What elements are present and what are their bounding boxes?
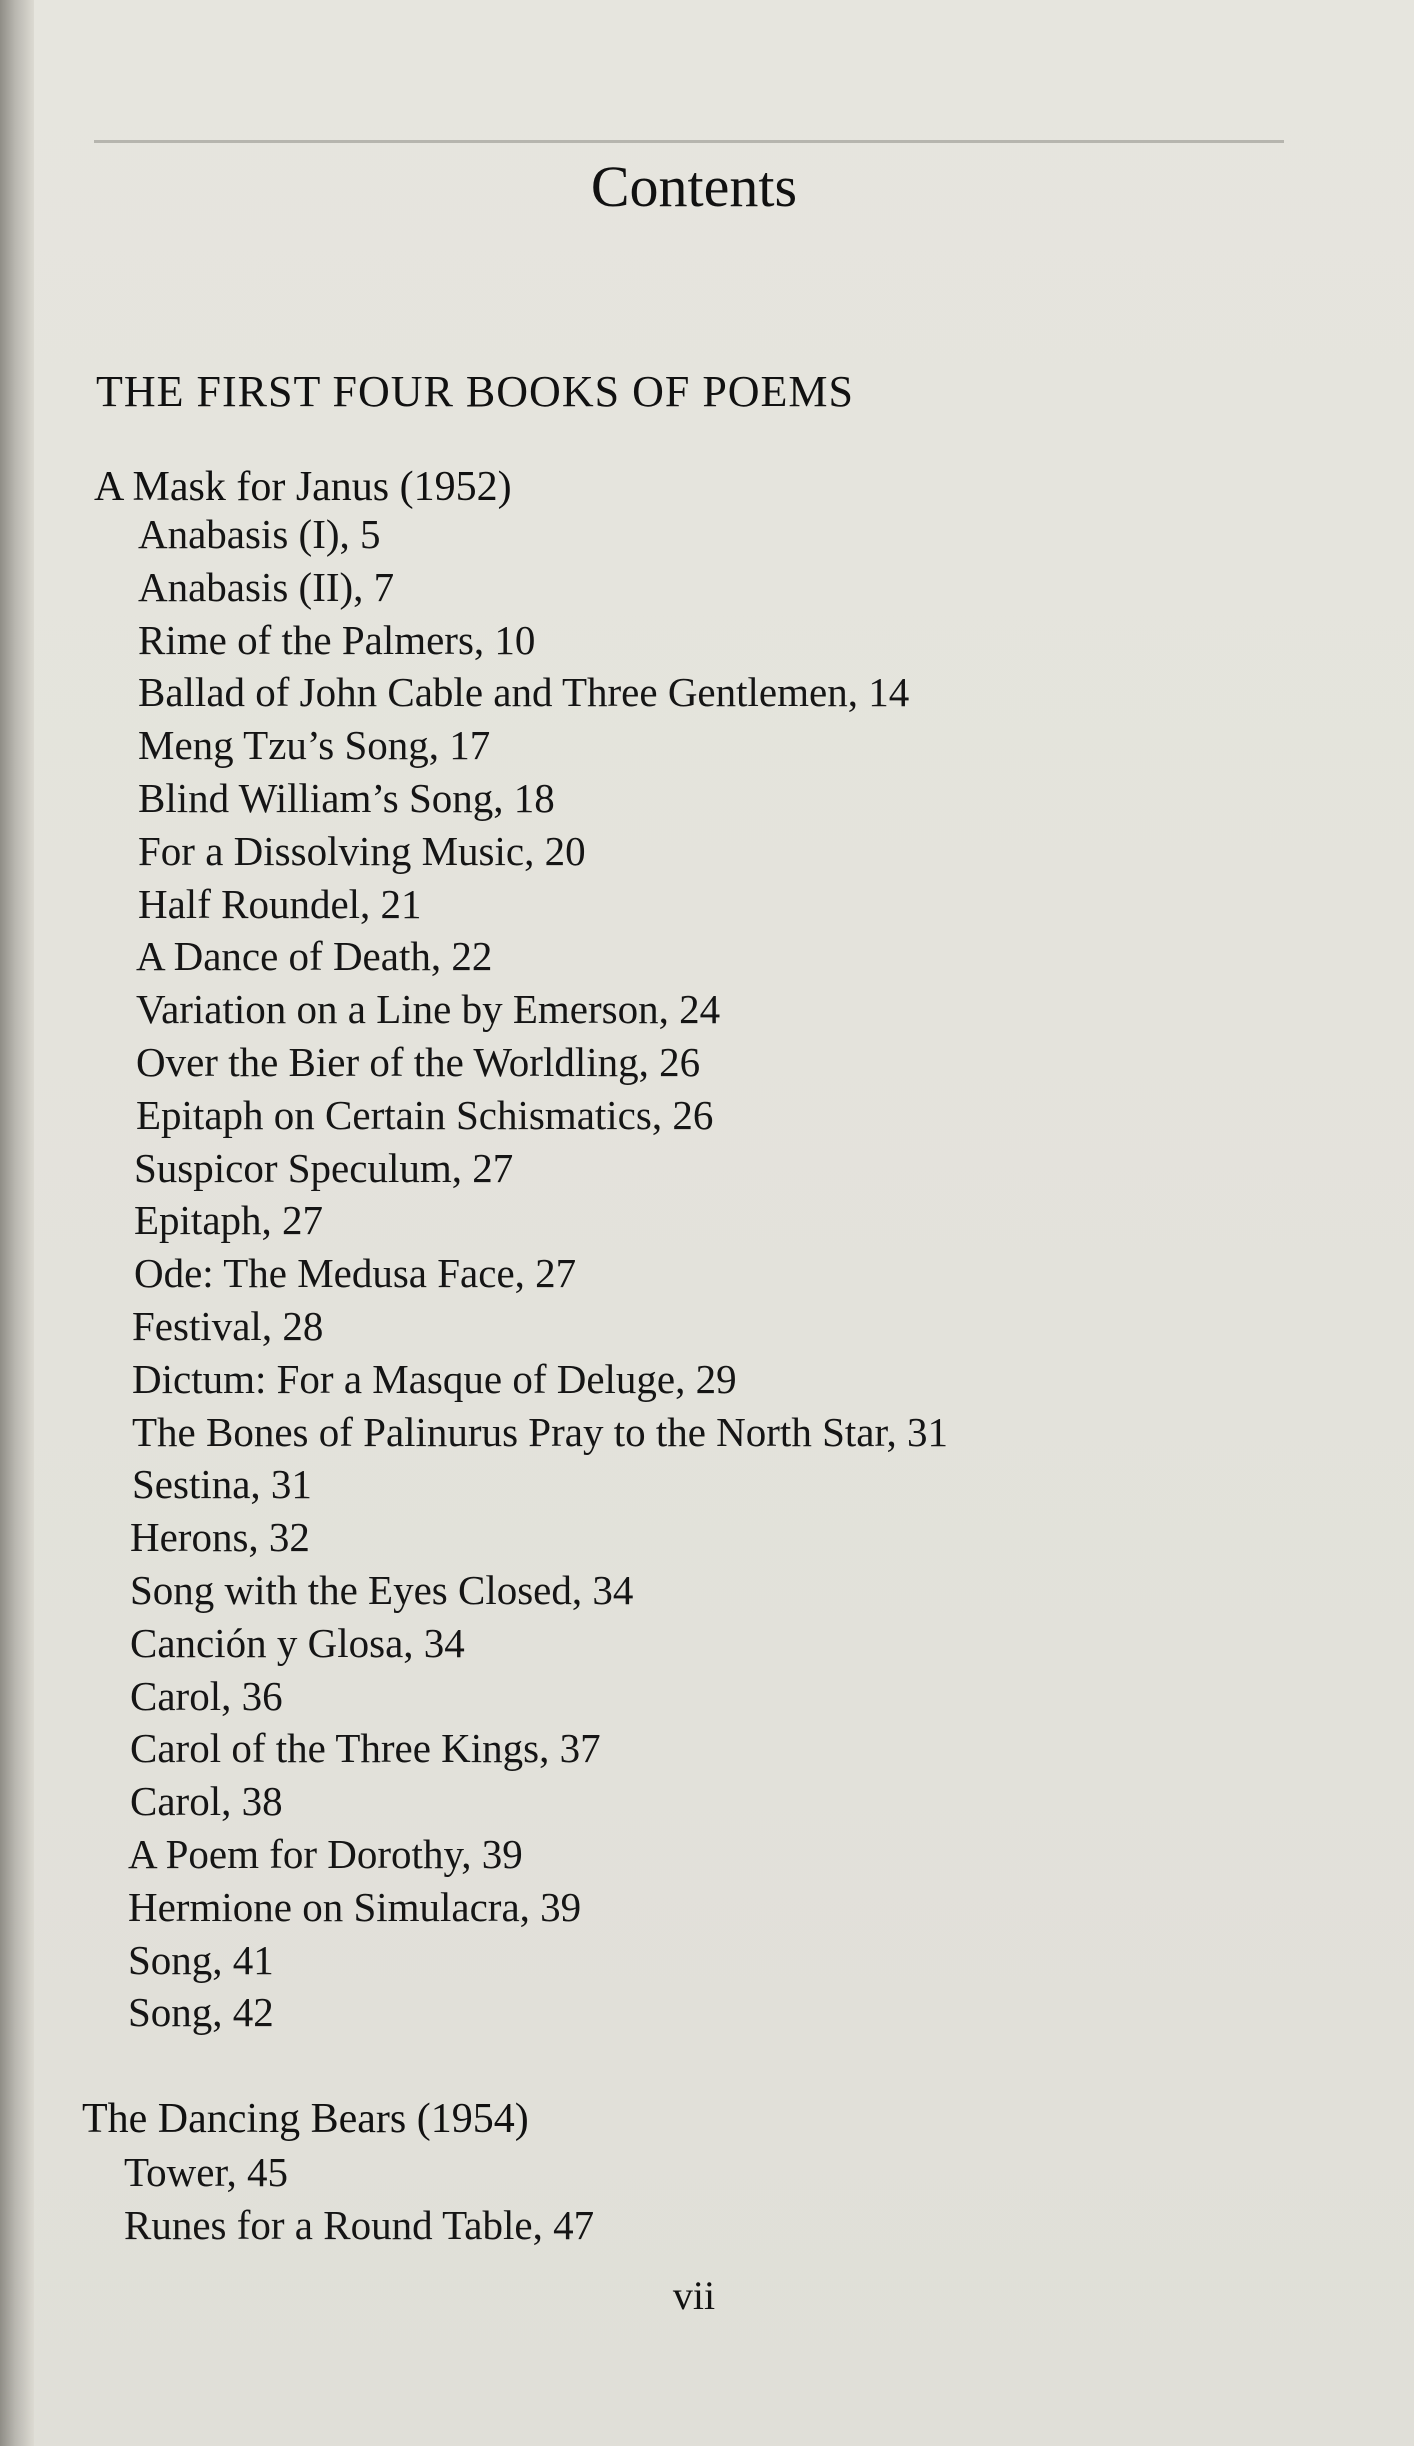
list-item: Hermione on Simulacra, 39 — [128, 1884, 582, 1930]
list-item: Ballad of John Cable and Three Gentlemen, 14 — [138, 669, 910, 715]
list-item: Festival, 28 — [132, 1303, 324, 1349]
list-item: Epitaph on Certain Schismatics, 26 — [136, 1092, 714, 1138]
list-item: Half Roundel, 21 — [138, 881, 422, 927]
list-item: Herons, 32 — [130, 1514, 310, 1560]
section-heading-dancing-bears: The Dancing Bears (1954) — [82, 2096, 529, 2142]
list-item: The Bones of Palinurus Pray to the North Star, 31 — [132, 1409, 948, 1455]
list-item: For a Dissolving Music, 20 — [138, 828, 586, 874]
list-item: Variation on a Line by Emerson, 24 — [136, 986, 721, 1032]
page-title: Contents — [590, 154, 798, 219]
list-item: A Dance of Death, 22 — [136, 933, 493, 979]
list-item: Song, 42 — [128, 1989, 274, 2035]
list-item: Song, 41 — [128, 1937, 274, 1983]
header-rule — [94, 140, 1284, 143]
list-item: Canción y Glosa, 34 — [130, 1620, 465, 1666]
list-item: Over the Bier of the Worldling, 26 — [136, 1039, 701, 1085]
list-item: Ode: The Medusa Face, 27 — [134, 1250, 577, 1296]
list-item: Carol of the Three Kings, 37 — [130, 1725, 601, 1771]
list-item: Sestina, 31 — [132, 1461, 312, 1507]
binding-gutter-shadow — [0, 0, 34, 2446]
page-number: vii — [672, 2273, 716, 2318]
list-item: Carol, 36 — [130, 1673, 283, 1719]
list-item: Carol, 38 — [130, 1778, 283, 1824]
list-item: Suspicor Speculum, 27 — [134, 1145, 514, 1191]
list-item: Anabasis (II), 7 — [138, 564, 395, 610]
list-item: Dictum: For a Masque of Deluge, 29 — [132, 1356, 737, 1402]
list-item: Meng Tzu’s Song, 17 — [138, 722, 491, 768]
book-page — [34, 0, 1414, 2446]
list-item: Anabasis (I), 5 — [138, 511, 381, 557]
list-item: Rime of the Palmers, 10 — [138, 617, 536, 663]
list-item: Blind William’s Song, 18 — [138, 775, 555, 821]
list-item: A Poem for Dorothy, 39 — [128, 1831, 523, 1877]
book-heading: THE FIRST FOUR BOOKS OF POEMS — [96, 367, 855, 416]
list-item: Song with the Eyes Closed, 34 — [130, 1567, 634, 1613]
section-heading-mask-for-janus: A Mask for Janus (1952) — [94, 464, 512, 510]
list-item: Epitaph, 27 — [134, 1197, 324, 1243]
list-item: Tower, 45 — [124, 2149, 288, 2195]
list-item: Runes for a Round Table, 47 — [124, 2202, 595, 2248]
